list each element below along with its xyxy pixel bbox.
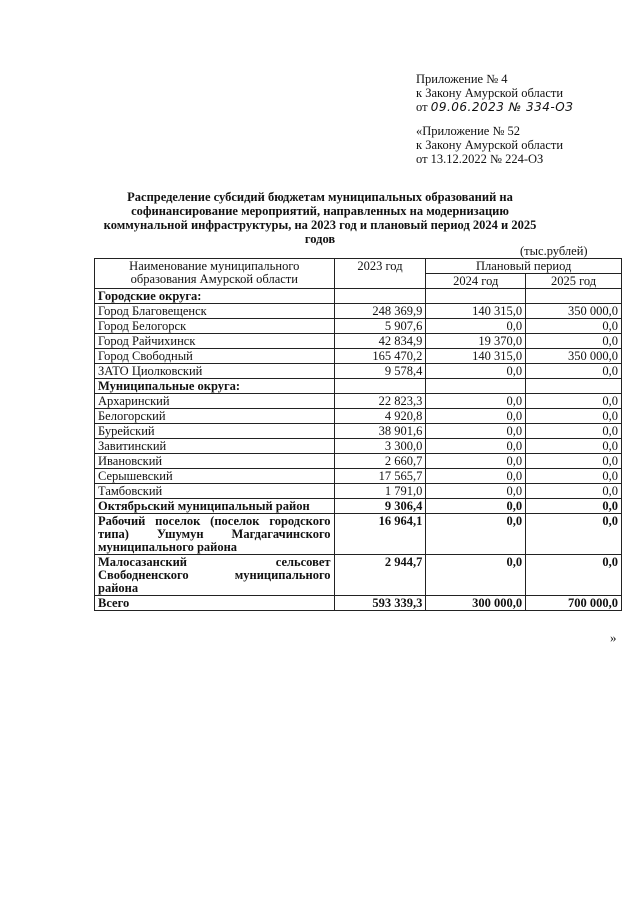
- cell-2024: 0,0: [426, 484, 526, 499]
- cell-name: Городские округа:: [95, 289, 335, 304]
- cell-2023: 22 823,3: [334, 394, 426, 409]
- cell-2023: [334, 289, 426, 304]
- header-2023: 2023 год: [334, 259, 426, 289]
- closing-quote: »: [610, 630, 617, 645]
- table-row: [95, 424, 622, 439]
- cell-2025: 0,0: [526, 364, 622, 379]
- document-title: Распределение субсидий бюджетам муниципальных образований на софинансирование мероприятий, направленных на модернизацию коммунальной инфраструктуры, на 2023 год и плановый период 2024 и 2025 годов: [103, 190, 537, 246]
- cell-2025: 0,0: [526, 484, 622, 499]
- table-row: [95, 439, 622, 454]
- cell-name: Архаринский: [95, 394, 335, 409]
- table-row: [95, 469, 622, 484]
- table-row: [95, 555, 622, 596]
- cell-name: Ивановский: [95, 454, 335, 469]
- cell-2024: 0,0: [426, 394, 526, 409]
- cell-2025: 350 000,0: [526, 304, 622, 319]
- cell-2024: 0,0: [426, 439, 526, 454]
- cell-2025: 0,0: [526, 454, 622, 469]
- cell-2024: 140 315,0: [426, 349, 526, 364]
- cell-2024: 0,0: [426, 454, 526, 469]
- cell-2023: 9 306,4: [334, 499, 426, 514]
- cell-name: Бурейский: [95, 424, 335, 439]
- prev-appendix-number: «Приложение № 52: [416, 124, 521, 138]
- cell-name: Серышевский: [95, 469, 335, 484]
- table-row: [95, 319, 622, 334]
- header-plan-period: Плановый период: [426, 259, 622, 274]
- cell-2023: 4 920,8: [334, 409, 426, 424]
- cell-2023: 9 578,4: [334, 364, 426, 379]
- cell-2025: 700 000,0: [526, 596, 622, 611]
- cell-name: Город Свободный: [95, 349, 335, 364]
- cell-2024: 0,0: [426, 409, 526, 424]
- units-label: (тыс.рублей): [520, 244, 588, 258]
- appendix-header: [416, 72, 573, 114]
- cell-2024: 19 370,0: [426, 334, 526, 349]
- cell-name: Всего: [95, 596, 335, 611]
- cell-2024: 0,0: [426, 364, 526, 379]
- table-row: [95, 499, 622, 514]
- prev-appendix-law-ref: к Закону Амурской области: [416, 138, 564, 152]
- table-row: [95, 514, 622, 555]
- table-row: [95, 334, 622, 349]
- cell-2024: [426, 289, 526, 304]
- header-2025: 2025 год: [526, 274, 622, 289]
- table-row: [95, 349, 622, 364]
- cell-name: Рабочий поселок (поселок городского типа) Ушумун Магдагачинского муниципального района: [95, 514, 335, 555]
- section-header-row: [95, 289, 622, 304]
- cell-2023: 165 470,2: [334, 349, 426, 364]
- cell-2024: 0,0: [426, 514, 526, 555]
- total-row: [95, 596, 622, 611]
- cell-2025: 0,0: [526, 499, 622, 514]
- cell-2024: 0,0: [426, 319, 526, 334]
- cell-2023: 5 907,6: [334, 319, 426, 334]
- cell-name: Город Белогорск: [95, 319, 335, 334]
- section-header-row: [95, 379, 622, 394]
- handwritten-date-number: 09.06.2023 № 334-ОЗ: [430, 100, 574, 114]
- cell-2023: 3 300,0: [334, 439, 426, 454]
- cell-name: Белогорский: [95, 409, 335, 424]
- cell-2023: 248 369,9: [334, 304, 426, 319]
- cell-2025: 0,0: [526, 514, 622, 555]
- cell-2024: 0,0: [426, 469, 526, 484]
- table-row: [95, 409, 622, 424]
- cell-2025: 0,0: [526, 439, 622, 454]
- cell-name: Тамбовский: [95, 484, 335, 499]
- cell-2025: 350 000,0: [526, 349, 622, 364]
- cell-2023: [334, 379, 426, 394]
- cell-2024: 140 315,0: [426, 304, 526, 319]
- cell-2025: 0,0: [526, 424, 622, 439]
- cell-2023: 593 339,3: [334, 596, 426, 611]
- cell-2023: 2 944,7: [334, 555, 426, 596]
- cell-2024: 0,0: [426, 499, 526, 514]
- prev-appendix-date: от 13.12.2022 № 224-ОЗ: [416, 152, 544, 166]
- table-row: [95, 364, 622, 379]
- table-row: [95, 304, 622, 319]
- previous-appendix-header: [416, 124, 563, 166]
- cell-name: Малосазанский сельсовет Свободненского муниципального района: [95, 555, 335, 596]
- cell-2024: 0,0: [426, 424, 526, 439]
- appendix-date-line: от 09.06.2023 № 334-ОЗ: [416, 100, 574, 114]
- cell-name: Октябрьский муниципальный район: [95, 499, 335, 514]
- cell-2025: 0,0: [526, 334, 622, 349]
- cell-2025: 0,0: [526, 469, 622, 484]
- cell-name: Муниципальные округа:: [95, 379, 335, 394]
- table-row: [95, 484, 622, 499]
- cell-2025: [526, 289, 622, 304]
- cell-2023: 42 834,9: [334, 334, 426, 349]
- cell-2025: 0,0: [526, 409, 622, 424]
- cell-2023: 38 901,6: [334, 424, 426, 439]
- cell-2024: [426, 379, 526, 394]
- table-row: [95, 394, 622, 409]
- cell-2023: 1 791,0: [334, 484, 426, 499]
- header-2024: 2024 год: [426, 274, 526, 289]
- cell-2025: 0,0: [526, 394, 622, 409]
- cell-2025: 0,0: [526, 555, 622, 596]
- cell-name: ЗАТО Циолковский: [95, 364, 335, 379]
- cell-2024: 0,0: [426, 555, 526, 596]
- table-row: [95, 454, 622, 469]
- cell-name: Город Райчихинск: [95, 334, 335, 349]
- cell-2025: 0,0: [526, 319, 622, 334]
- cell-name: Завитинский: [95, 439, 335, 454]
- subsidy-table: [94, 258, 622, 611]
- appendix-number: Приложение № 4: [416, 72, 508, 86]
- cell-name: Город Благовещенск: [95, 304, 335, 319]
- cell-2023: 17 565,7: [334, 469, 426, 484]
- cell-2024: 300 000,0: [426, 596, 526, 611]
- appendix-law-ref: к Закону Амурской области: [416, 86, 564, 100]
- cell-2023: 2 660,7: [334, 454, 426, 469]
- cell-2023: 16 964,1: [334, 514, 426, 555]
- header-name: Наименование муниципального образования Амурской области: [95, 259, 335, 289]
- cell-2025: [526, 379, 622, 394]
